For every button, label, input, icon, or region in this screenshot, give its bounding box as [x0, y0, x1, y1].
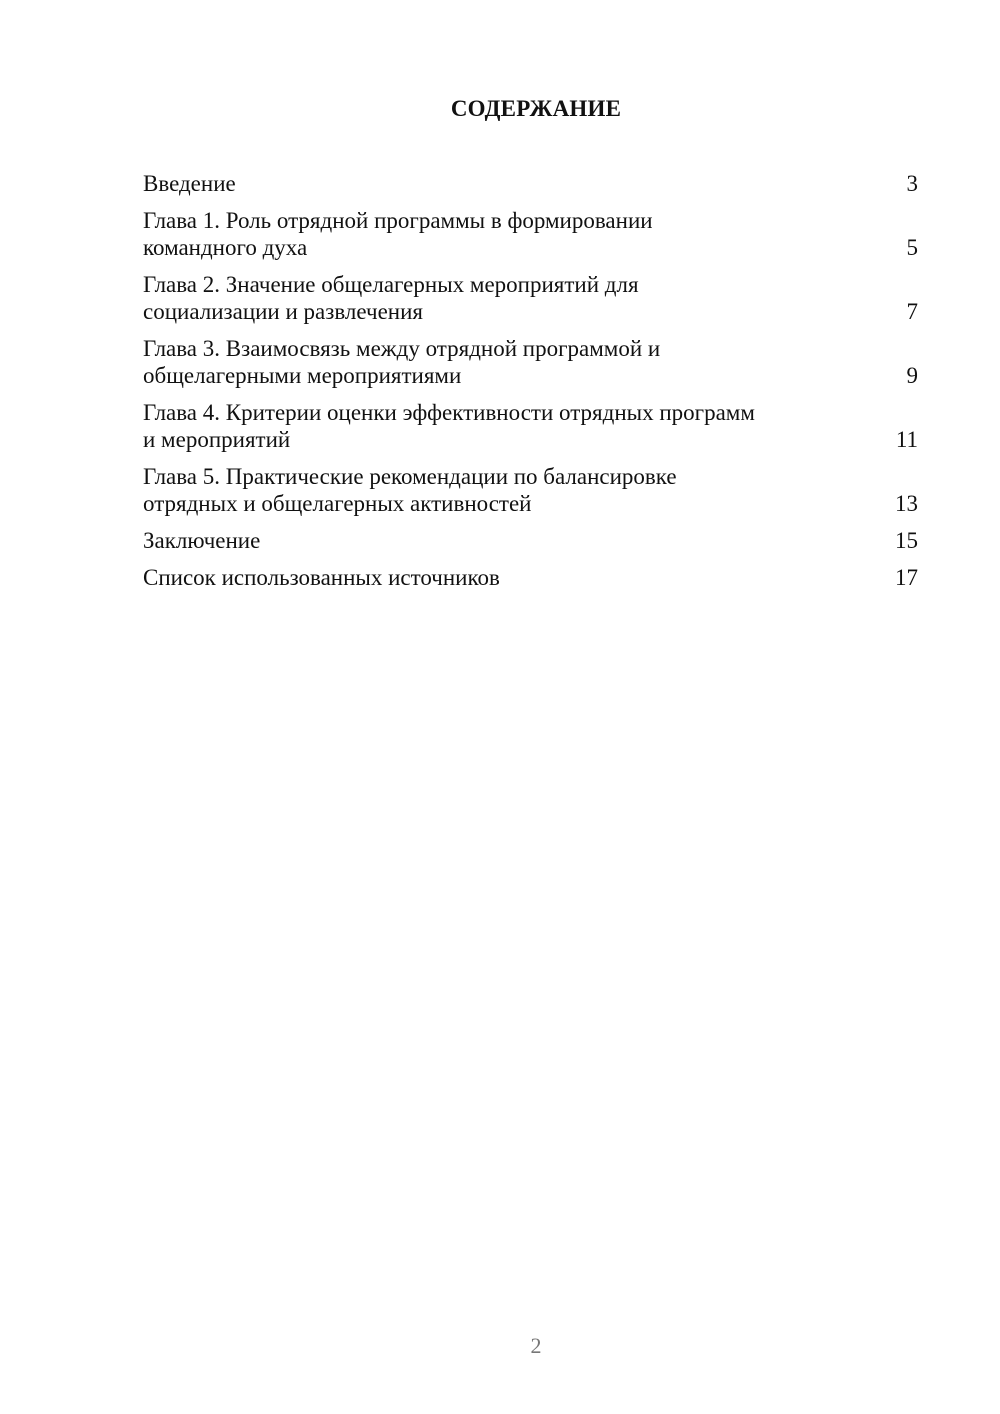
- toc-entry-conclusion[interactable]: [143, 527, 918, 554]
- toc-entry-line: Введение: [143, 171, 236, 196]
- toc-entry-line: Список использованных источников: [143, 565, 500, 590]
- toc-entry-text: [143, 271, 823, 325]
- toc-page-number: 7: [906, 299, 918, 324]
- toc-entry-line: Глава 2. Значение общелагерных мероприятий для: [143, 272, 639, 297]
- toc-entry-text: [143, 207, 823, 261]
- toc-page-number: 15: [895, 528, 918, 553]
- toc-page-number: 9: [906, 363, 918, 388]
- toc-entry-line: Глава 4. Критерии оценки эффективности отрядных программ: [143, 400, 755, 425]
- toc-entry-line: и мероприятий: [143, 427, 291, 452]
- toc-entry-line: общелагерными мероприятиями: [143, 363, 462, 388]
- page-footer-number: 2: [530, 1333, 542, 1358]
- toc-entry-references[interactable]: [143, 564, 918, 591]
- toc-entry-chapter-3[interactable]: [143, 335, 918, 389]
- toc-page-number: 3: [906, 171, 918, 196]
- toc-entry-text: [143, 170, 823, 197]
- toc-entry-text: [143, 335, 823, 389]
- toc-page-number: 13: [895, 491, 918, 516]
- toc-entry-chapter-1[interactable]: [143, 207, 918, 261]
- toc-entry-line: командного духа: [143, 235, 308, 260]
- toc-entry-line: Заключение: [143, 528, 261, 553]
- toc-entry-line: Глава 5. Практические рекомендации по балансировке: [143, 464, 677, 489]
- table-of-contents: [143, 170, 918, 601]
- toc-page-number: 5: [906, 235, 918, 260]
- toc-entry-chapter-5[interactable]: [143, 463, 918, 517]
- toc-entry-line: Глава 3. Взаимосвязь между отрядной программой и: [143, 336, 661, 361]
- toc-entry-chapter-2[interactable]: [143, 271, 918, 325]
- toc-entry-text: [143, 564, 823, 591]
- toc-page-number: 11: [895, 427, 918, 452]
- toc-entry-line: Глава 1. Роль отрядной программы в формировании: [143, 208, 653, 233]
- toc-entry-text: [143, 463, 823, 517]
- toc-entry-introduction[interactable]: [143, 170, 918, 197]
- page-title: СОДЕРЖАНИЕ: [450, 96, 622, 121]
- toc-entry-line: отрядных и общелагерных активностей: [143, 491, 532, 516]
- toc-entry-chapter-4[interactable]: [143, 399, 918, 453]
- toc-page-number: 17: [895, 565, 918, 590]
- toc-entry-text: [143, 527, 823, 554]
- toc-entry-text: [143, 399, 823, 453]
- toc-entry-line: социализации и развлечения: [143, 299, 423, 324]
